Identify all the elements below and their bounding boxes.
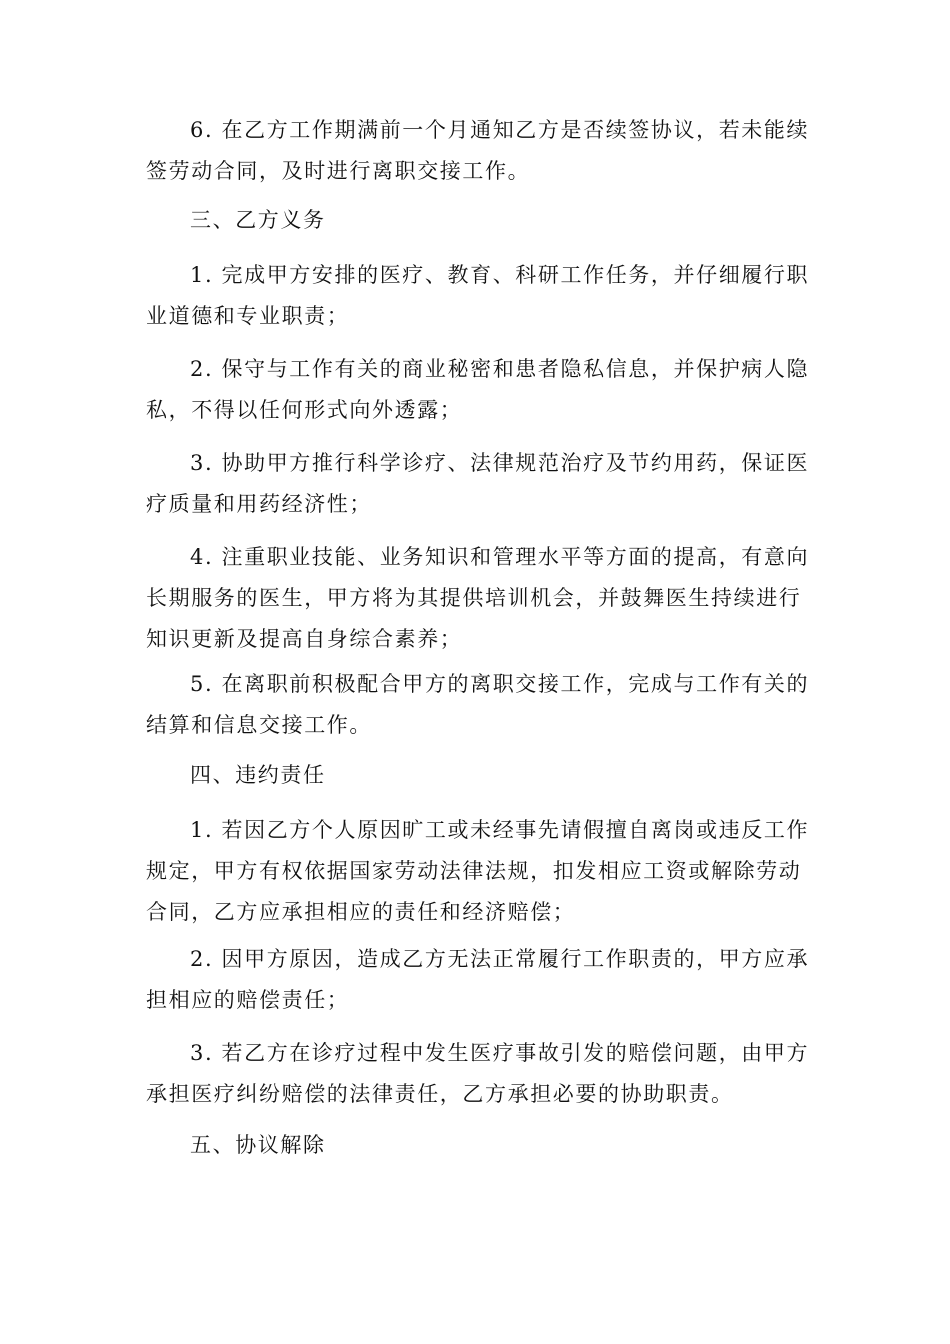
paragraph-line: 私，不得以任何形式向外透露； — [146, 398, 463, 422]
paragraph-line: 4. 注重职业技能、业务知识和管理水平等方面的提高，有意向 — [190, 545, 810, 569]
section-heading — [146, 1125, 806, 1166]
clause-paragraph — [146, 939, 810, 1021]
paragraph-line: 业道德和专业职责； — [146, 304, 350, 328]
paragraph-line: 合同，乙方应承担相应的责任和经济赔偿； — [146, 900, 576, 924]
clause-paragraph — [146, 664, 810, 746]
paragraph-line: 规定，甲方有权依据国家劳动法律法规，扣发相应工资或解除劳动 — [146, 859, 802, 883]
paragraph-line: 3. 若乙方在诊疗过程中发生医疗事故引发的赔偿问题，由甲方 — [190, 1041, 810, 1065]
section-heading — [146, 755, 806, 796]
clause-paragraph — [146, 110, 810, 192]
clause-paragraph — [146, 349, 810, 431]
paragraph-line: 担相应的赔偿责任； — [146, 988, 350, 1012]
paragraph-line: 结算和信息交接工作。 — [146, 713, 372, 737]
clause-paragraph — [146, 810, 810, 933]
paragraph-line: 5. 在离职前积极配合甲方的离职交接工作，完成与工作有关的 — [190, 672, 810, 696]
heading-text: 五、协议解除 — [190, 1133, 326, 1157]
heading-text: 四、违约责任 — [190, 763, 326, 787]
paragraph-line: 长期服务的医生，甲方将为其提供培训机会，并鼓舞医生持续进行 — [146, 586, 802, 610]
clause-paragraph — [146, 1033, 810, 1115]
paragraph-line: 1. 若因乙方个人原因旷工或未经事先请假擅自离岗或违反工作 — [190, 818, 810, 842]
paragraph-line: 6. 在乙方工作期满前一个月通知乙方是否续签协议，若未能续 — [190, 118, 810, 142]
paragraph-line: 2. 因甲方原因，造成乙方无法正常履行工作职责的，甲方应承 — [190, 947, 810, 971]
paragraph-line: 签劳动合同，及时进行离职交接工作。 — [146, 159, 531, 183]
heading-text: 三、乙方义务 — [190, 208, 326, 232]
paragraph-line: 知识更新及提高自身综合素养； — [146, 627, 463, 651]
clause-paragraph — [146, 255, 810, 337]
clause-paragraph — [146, 443, 810, 525]
paragraph-line: 疗质量和用药经济性； — [146, 492, 372, 516]
paragraph-line: 承担医疗纠纷赔偿的法律责任，乙方承担必要的协助职责。 — [146, 1082, 734, 1106]
paragraph-line: 1. 完成甲方安排的医疗、教育、科研工作任务，并仔细履行职 — [190, 263, 810, 287]
paragraph-line: 3. 协助甲方推行科学诊疗、法律规范治疗及节约用药，保证医 — [190, 451, 810, 475]
section-heading — [146, 200, 806, 241]
clause-paragraph — [146, 537, 810, 660]
paragraph-line: 2. 保守与工作有关的商业秘密和患者隐私信息，并保护病人隐 — [190, 357, 810, 381]
